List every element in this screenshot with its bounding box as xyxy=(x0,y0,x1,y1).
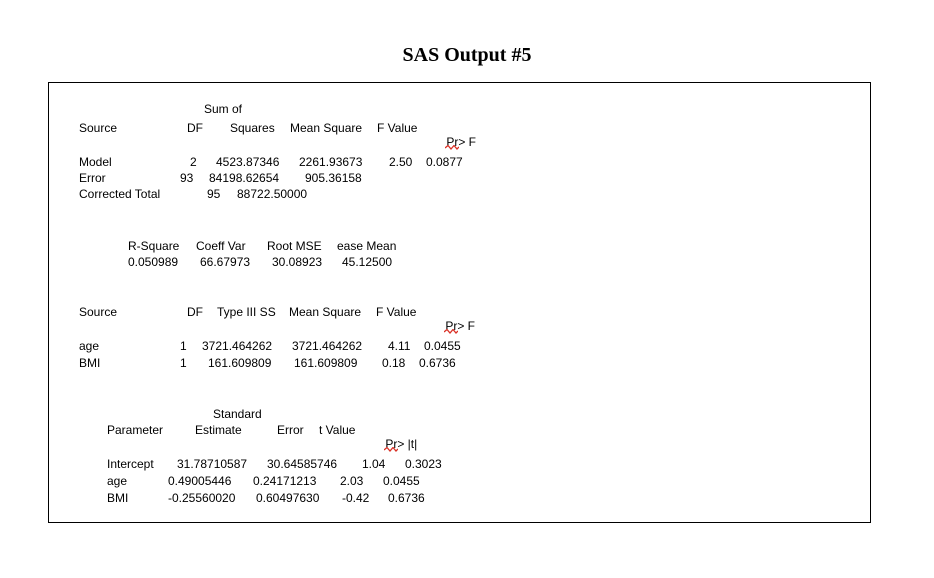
type3-row-ms: 3721.464262 xyxy=(292,339,363,353)
sas-output-box xyxy=(48,82,871,523)
anova-row-ss: 4523.87346 xyxy=(216,155,280,169)
anova-row-df: 2 xyxy=(190,155,197,169)
params-row-est: -0.25560020 xyxy=(168,491,236,505)
params-row-t: -0.42 xyxy=(342,491,370,505)
type3-header-df: DF xyxy=(187,305,203,319)
type3-row-source: age xyxy=(79,339,100,353)
type3-row-p: 0.0455 xyxy=(424,339,461,353)
params-header-estimate: Estimate xyxy=(195,423,242,437)
fit-value-rootmse: 30.08923 xyxy=(272,255,323,269)
fit-value-mean: 45.12500 xyxy=(342,255,393,269)
type3-header-ss: Type III SS xyxy=(217,305,276,319)
anova-row-source: Corrected Total xyxy=(79,187,161,201)
params-row-t: 1.04 xyxy=(362,457,386,471)
page-title: SAS Output #5 xyxy=(402,44,532,66)
anova-header-gtf: > F xyxy=(458,135,477,149)
params-header-pr-text: Pr xyxy=(385,437,398,451)
anova-header-df: DF xyxy=(187,121,203,135)
anova-row-source: Error xyxy=(79,171,106,185)
params-header-gtt: > |t| xyxy=(397,437,418,451)
anova-header-source: Source xyxy=(79,121,118,135)
anova-header-pr-text: Pr xyxy=(446,135,459,149)
anova-row-ms: 905.36158 xyxy=(305,171,362,185)
type3-row-ss: 161.609809 xyxy=(208,356,272,370)
type3-header-fvalue: F Value xyxy=(376,305,417,319)
anova-row-ss: 88722.50000 xyxy=(237,187,308,201)
anova-header-squares: Squares xyxy=(230,121,275,135)
fit-value-coeffvar: 66.67973 xyxy=(200,255,251,269)
anova-row-df: 95 xyxy=(207,187,221,201)
spellcheck-squiggle-icon xyxy=(385,437,397,451)
type3-row-df: 1 xyxy=(180,356,187,370)
type3-row-source: BMI xyxy=(79,356,101,370)
anova-row-ss: 84198.62654 xyxy=(209,171,280,185)
params-row-se: 0.60497630 xyxy=(256,491,320,505)
type3-row-f: 0.18 xyxy=(382,356,406,370)
params-row-t: 2.03 xyxy=(340,474,364,488)
type3-row-ms: 161.609809 xyxy=(294,356,358,370)
params-row-est: 0.49005446 xyxy=(168,474,232,488)
params-header-parameter: Parameter xyxy=(107,423,164,437)
fit-header-coeffvar: Coeff Var xyxy=(196,239,246,253)
params-row-se: 30.64585746 xyxy=(267,457,338,471)
fit-header-rsquare: R-Square xyxy=(128,239,180,253)
type3-row-p: 0.6736 xyxy=(419,356,456,370)
anova-row-df: 93 xyxy=(180,171,194,185)
anova-row-ms: 2261.93673 xyxy=(299,155,363,169)
params-row-est: 31.78710587 xyxy=(177,457,248,471)
anova-row-p: 0.0877 xyxy=(426,155,463,169)
type3-row-ss: 3721.464262 xyxy=(202,339,273,353)
params-row-p: 0.0455 xyxy=(383,474,420,488)
params-header-tvalue: t Value xyxy=(319,423,356,437)
type3-header-meansquare: Mean Square xyxy=(289,305,362,319)
params-header-error: Error xyxy=(277,423,304,437)
params-row-name: age xyxy=(107,474,128,488)
params-row-p: 0.6736 xyxy=(388,491,425,505)
fit-value-rsquare: 0.050989 xyxy=(128,255,179,269)
anova-row-source: Model xyxy=(79,155,112,169)
type3-row-f: 4.11 xyxy=(388,339,411,353)
params-row-se: 0.24171213 xyxy=(253,474,317,488)
spellcheck-squiggle-icon xyxy=(446,135,458,149)
params-header-standard: Standard xyxy=(213,407,262,421)
type3-row-df: 1 xyxy=(180,339,187,353)
anova-row-f: 2.50 xyxy=(389,155,413,169)
type3-header-pr-text: Pr xyxy=(445,319,458,333)
anova-header-meansquare: Mean Square xyxy=(290,121,363,135)
type3-header-gtf: > F xyxy=(457,319,476,333)
spellcheck-squiggle-icon xyxy=(445,319,457,333)
params-row-p: 0.3023 xyxy=(405,457,442,471)
params-row-name: Intercept xyxy=(107,457,154,471)
anova-header-sumof: Sum of xyxy=(204,102,243,116)
anova-header-fvalue: F Value xyxy=(377,121,418,135)
type3-header-source: Source xyxy=(79,305,118,319)
fit-header-mean: ease Mean xyxy=(337,239,397,253)
params-row-name: BMI xyxy=(107,491,129,505)
fit-header-rootmse: Root MSE xyxy=(267,239,322,253)
